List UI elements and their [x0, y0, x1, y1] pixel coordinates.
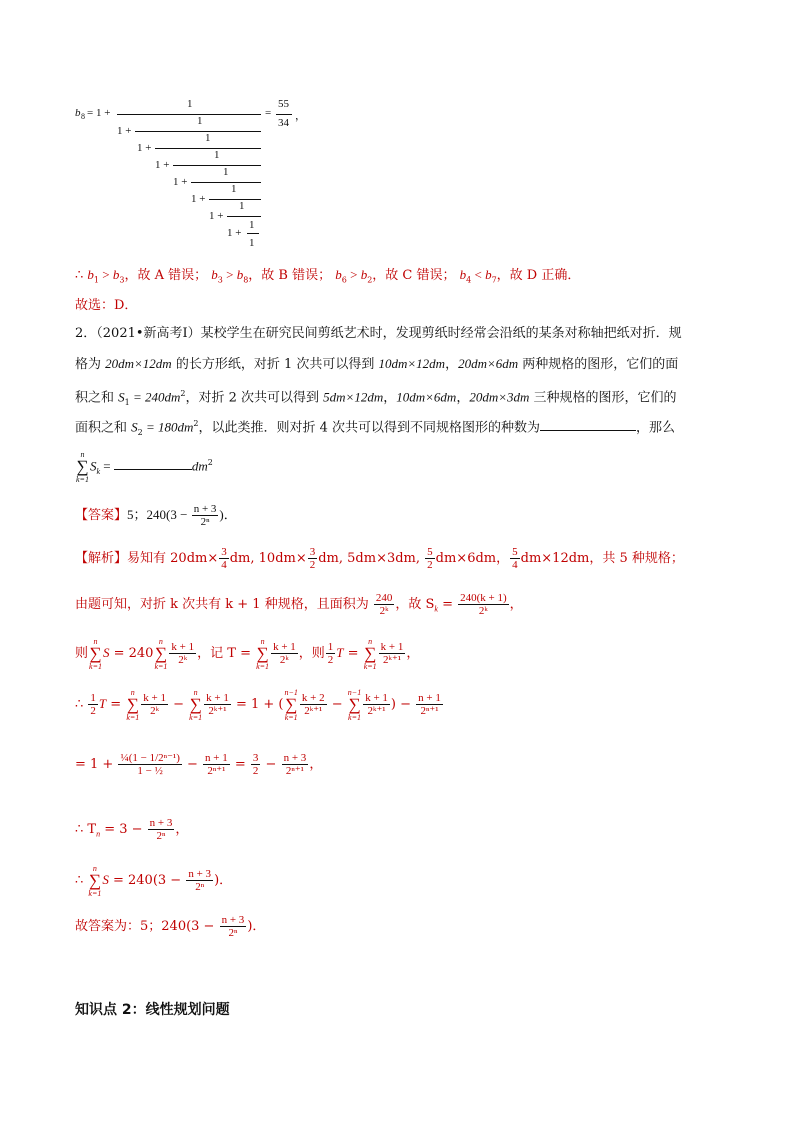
- cf-eq-start: = 1 +: [87, 107, 111, 119]
- analysis-line-3: 则 n ∑ k=1 S = 240 n ∑ k=1 $\frac{k + 1}{\text{2ᵏ}}$ ，记 T = n ∑ k=1 $\frac{k + 1}{\text{2ᵏ}}$ ，则 $\frac{1}{2}$ T = n ∑ k=1 $\frac{k + 1}{\text{2ᵏ⁺¹}}$ ，: [75, 636, 420, 671]
- choice-line: 故选：D．: [75, 298, 138, 313]
- cf-lhs: b: [75, 107, 81, 119]
- q2-line-4: 面积之和 $S_2 = 180dm^2$，以此类推．则对折 4 次共可以得到不同规格图形的种数为 ，那么: [75, 419, 676, 437]
- analysis-line-7: ∴ n ∑ k=1 S = 240(3 − $\frac{n + 3}{\text{2ⁿ}}$ )．: [75, 863, 233, 898]
- cf-bar-1: [117, 114, 261, 115]
- cf-plus-3: 1 +: [155, 159, 170, 171]
- cf-bar-4: [173, 165, 261, 166]
- cf-result-den: 34: [278, 117, 289, 129]
- analysis-line-6: ∴ $T_n = 3$ − $\frac{n + 3}{\text{2ⁿ}}$ ，: [75, 817, 189, 842]
- cf-num-7: 1: [239, 200, 245, 212]
- cf-lhs-sub: 8: [81, 112, 85, 121]
- answer-blank-2[interactable]: [114, 457, 192, 470]
- cf-plus-1: 1 +: [117, 125, 132, 137]
- cf-num-2: 1: [197, 115, 203, 127]
- cf-plus-2: 1 +: [137, 142, 152, 154]
- cf-plus-7: 1 +: [227, 227, 242, 239]
- cf-tail: ，: [295, 110, 306, 122]
- cf-bar-3: [155, 148, 261, 149]
- continued-fraction: [75, 95, 375, 255]
- cf-bar-5: [191, 182, 261, 183]
- cf-result-bar: [276, 114, 292, 115]
- cf-bar-6: [209, 199, 261, 200]
- cf-plus-5: 1 +: [191, 193, 206, 205]
- analysis-line-1: 【解析】易知有 20dm× $\frac{3}{4}$ dm, 10dm× $\frac{3}{2}$ dm, 5dm×3dm, $\frac{5}{2}$ dm×6dm， $\frac{5}{4}$ dm×12dm，共 5 种规格；: [75, 546, 684, 571]
- q2-line-2: 格为 20dm×12dm 的长方形纸，对折 1 次共可以得到 10dm×12dm，20dm×6dm 两种规格的图形，它们的面: [75, 356, 679, 372]
- q2-line-1: 2．（2021•新高考Ⅰ）某校学生在研究民间剪纸艺术时，发现剪纸时经常会沿纸的某条对称轴把纸对折．规: [75, 326, 682, 341]
- analysis-line-4: ∴ $\frac{1}{2}$ T = n ∑ k=1 $\frac{k + 1}{\text{2ᵏ}}$ − n ∑ k=1 $\frac{k + 1}{\text{2ᵏ⁺¹}}$ = 1 + ( n−1 ∑ k=1 $\frac{k + 2}{\text{2ᵏ⁺¹}}$ − n−1 ∑ k=1 $\frac{k + 1}{\text{2ᵏ⁺¹}}$ ) − $\frac{n + 1}{\text{2ⁿ⁺¹}}$: [75, 687, 441, 722]
- answer-blank-1[interactable]: [540, 418, 636, 431]
- section-heading: 知识点 2：线性规划问题: [75, 1002, 230, 1018]
- cf-bar-7: [227, 216, 261, 217]
- comparison-line: ∴ $b_1 > b_3$，故 A 错误； $b_3 > b_8$，故 B 错误； $b_6 > b_2$，故 C 错误； $b_4 < b_7$，故 D 正确．: [75, 267, 581, 285]
- cf-num-1: 1: [187, 98, 193, 110]
- cf-bar-8: [247, 233, 259, 234]
- cf-num-8: 1: [249, 219, 255, 231]
- cf-result-eq: =: [265, 107, 272, 119]
- answer-line: 【答案】5；240(3 − $\frac{n + 3}{\text{2ⁿ}}$ )．: [75, 503, 237, 528]
- q2-line-5: n ∑ k=1 $S_k = dm^2$: [76, 449, 213, 484]
- analysis-line-2: 由题可知，对折 k 次共有 k + 1 种规格，且面积为 $\frac{240}{\text{2ᵏ}}$ ，故 $S_k$ = $\frac{240(k + 1)}{\text{2ᵏ}}$ ，: [75, 592, 523, 617]
- cf-num-3: 1: [205, 132, 211, 144]
- analysis-line-8: 故答案为：5；240(3 − $\frac{n + 3}{\text{2ⁿ}}$ )．: [75, 914, 266, 939]
- cf-num-6: 1: [231, 183, 237, 195]
- cf-result-num: 55: [278, 98, 289, 110]
- analysis-line-5: = 1 + $\frac{\text{¼(1 − 1/2ⁿ⁻¹)}}{\text{1 − ½}}$ − $\frac{n + 1}{\text{2ⁿ⁺¹}}$ = $\frac{3}{2}$ − $\frac{n + 3}{\text{2ⁿ⁺¹}}$ ，: [75, 752, 323, 777]
- cf-num-5: 1: [223, 166, 229, 178]
- cf-bar-2: [135, 131, 261, 132]
- cf-den-8: 1: [249, 237, 255, 249]
- cf-plus-6: 1 +: [209, 210, 224, 222]
- q2-line-3: 积之和 $S_1 = 240dm^2$，对折 2 次共可以得到 5dm×12dm，10dm×6dm，20dm×3dm 三种规格的图形，它们的: [75, 389, 677, 407]
- cf-num-4: 1: [214, 149, 220, 161]
- cf-plus-4: 1 +: [173, 176, 188, 188]
